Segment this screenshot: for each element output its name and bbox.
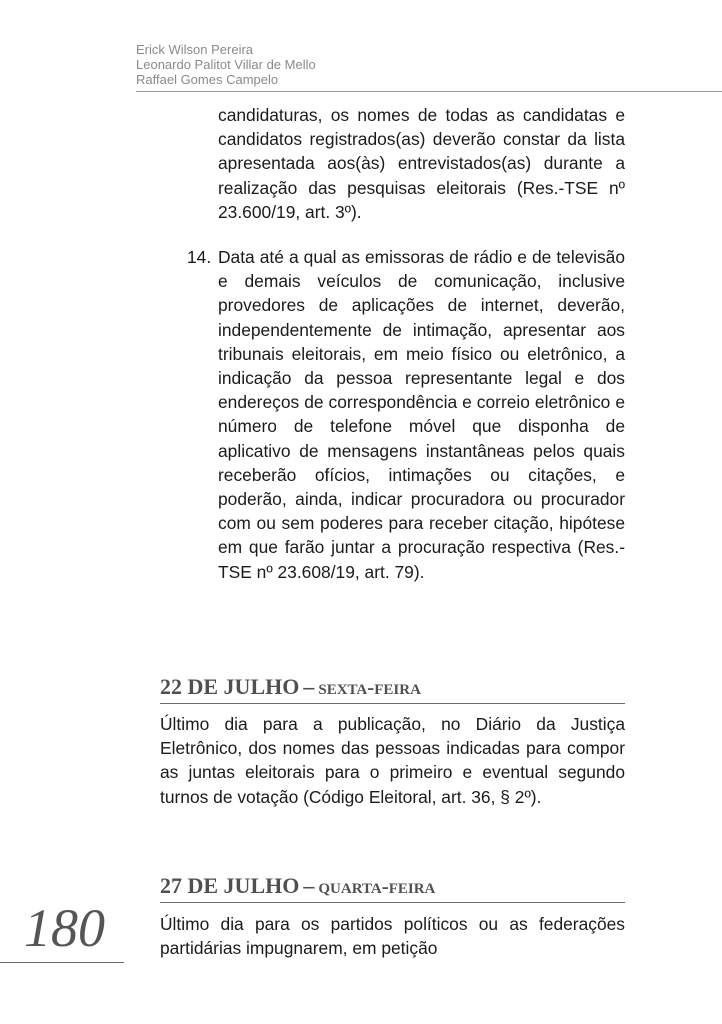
section-weekday: sexta-feira (318, 675, 421, 699)
section-heading-27-julho (160, 873, 625, 899)
section-paragraph: Último dia para os partidos políticos ou as federações partidárias impugnarem, em petição (160, 914, 625, 959)
section-date: 22 DE JULHO (160, 674, 300, 699)
header-rule (136, 91, 722, 92)
page-number: 180 (24, 898, 105, 958)
list-item-14 (160, 245, 625, 584)
page-number-rule (0, 962, 124, 963)
author-name: Leonardo Palitot Villar de Mello (136, 57, 316, 72)
list-item-number: 14. (187, 247, 212, 267)
author-name: Raffael Gomes Campelo (136, 72, 279, 87)
section-weekday: quarta-feira (318, 874, 436, 898)
section-paragraph: Último dia para a publicação, no Diário da Justiça Eletrônico, dos nomes das pessoas indicadas para compor as juntas eleitorais para o primeiro e eventual segundo turnos de votação (Código Eleitoral, art. 36, § 2º). (160, 714, 625, 807)
section-date: 27 DE JULHO (160, 873, 300, 898)
running-header-authors (136, 42, 316, 87)
author-name: Erick Wilson Pereira (136, 42, 254, 57)
section-rule (160, 902, 625, 903)
section-heading-22-julho (160, 674, 625, 700)
continued-paragraph: candidaturas, os nomes de todas as candidatas e candidatos registrados(as) deverão constar da lista apresentada aos(às) entrevistados(as) durante a realização das pesquisas eleitorais (Res.-TSE nº 23.600/19, art. 3º). (218, 105, 625, 222)
list-item-text: Data até a qual as emissoras de rádio e de televisão e demais veículos de comunicação, inclusive provedores de aplicações de internet, deverão, independentemente de intimação, apresentar aos tribunais eleitorais, em meio físico ou eletrônico, a indicação da pessoa representante legal e dos endereços de correspondência e correio eletrônico e número de telefone móvel que disponha de aplicativo de mensagens instantâneas pelos quais receberão ofícios, intimações ou citações, e poderão, ainda, indicar procuradora ou procurador com ou sem poderes para receber citação, hipótese em que farão juntar a procuração respectiva (Res.-TSE nº 23.608/19, art. 79). (218, 247, 625, 582)
section-dash: – (303, 873, 315, 898)
section-rule (160, 703, 625, 704)
section-dash: – (303, 674, 315, 699)
